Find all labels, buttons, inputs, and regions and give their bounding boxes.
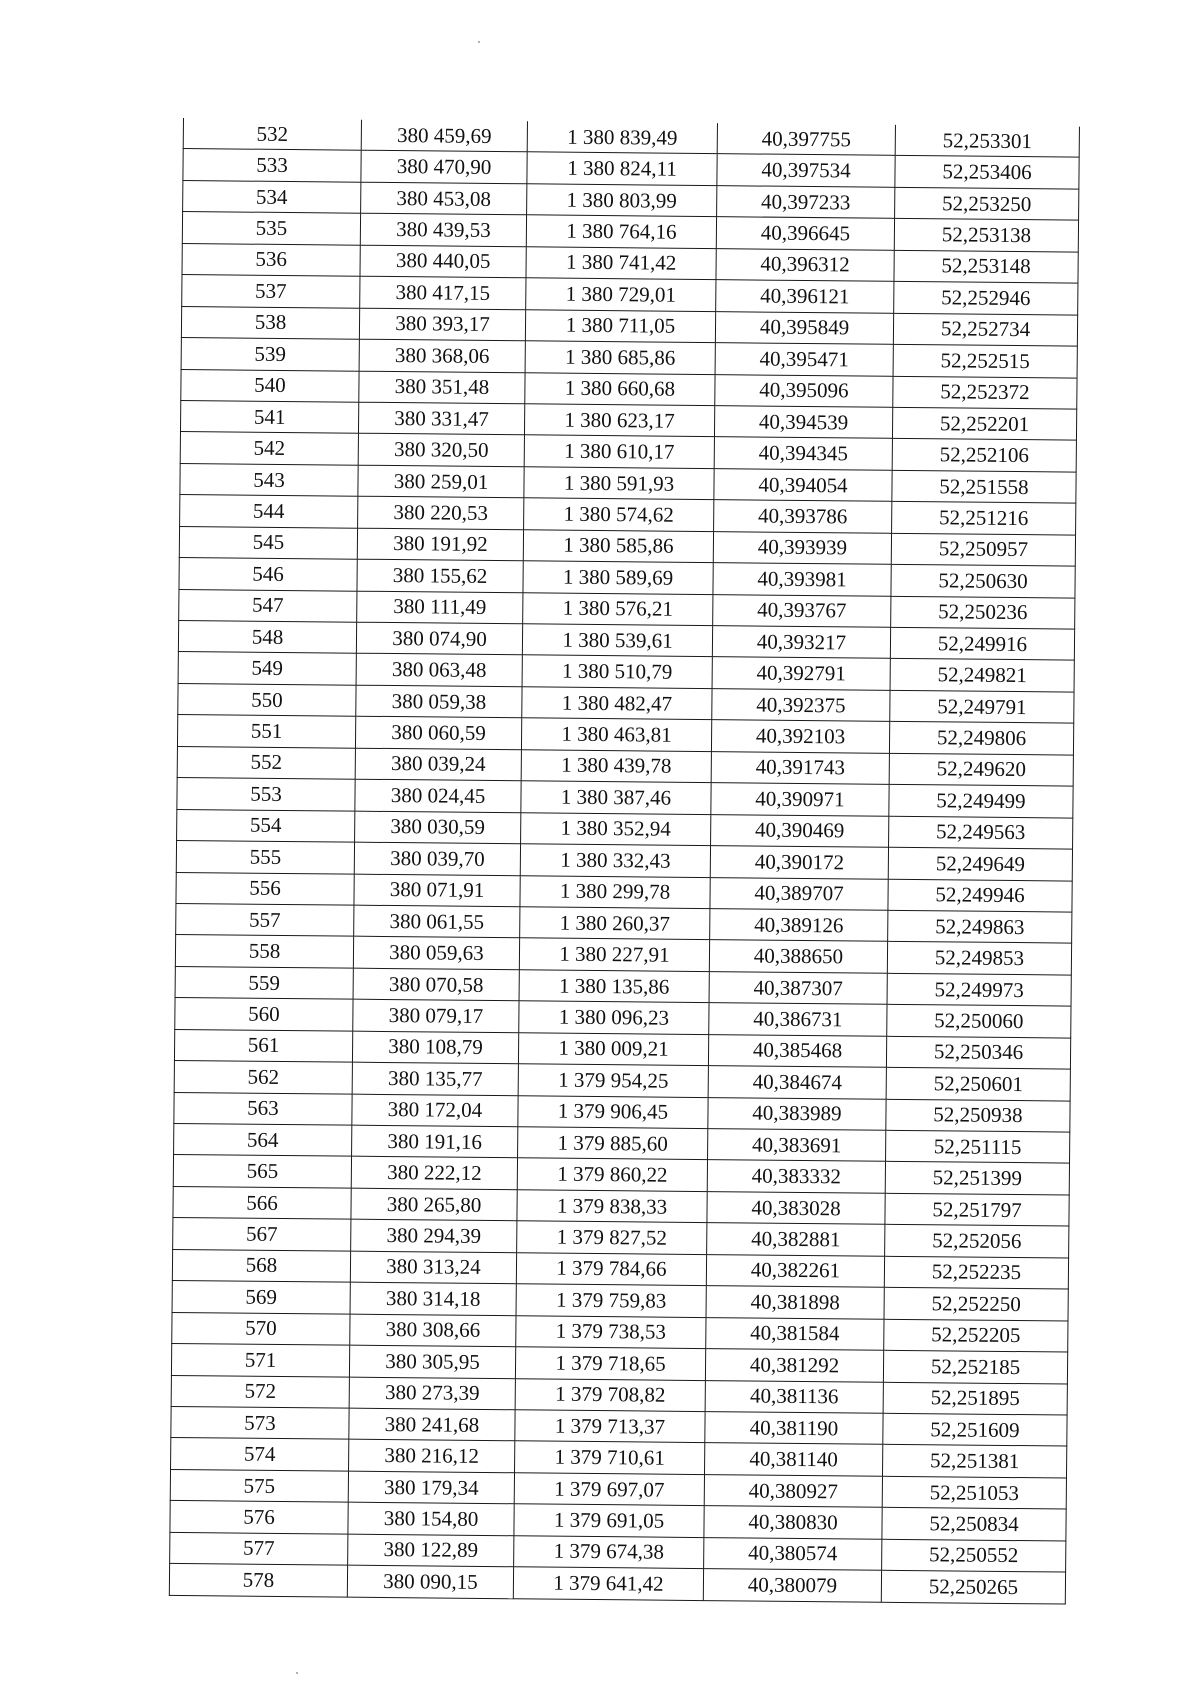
x-coordinate-cell: 380 216,12	[349, 1440, 515, 1473]
latitude-cell: 40,393939	[713, 531, 891, 564]
x-coordinate-cell: 380 308,66	[350, 1314, 516, 1347]
latitude-cell: 40,396645	[716, 217, 894, 250]
y-coordinate-cell: 1 380 576,21	[523, 592, 713, 625]
y-coordinate-cell: 1 379 697,07	[514, 1473, 704, 1506]
latitude-cell: 40,396312	[716, 248, 894, 281]
y-coordinate-cell: 1 379 691,05	[514, 1504, 704, 1537]
longitude-cell: 52,250630	[891, 564, 1075, 597]
latitude-cell: 40,397755	[717, 123, 895, 156]
coordinates-table	[169, 118, 1080, 1604]
point-number-cell: 548	[178, 620, 356, 653]
y-coordinate-cell: 1 380 009,21	[518, 1032, 708, 1065]
latitude-cell: 40,396121	[716, 280, 894, 313]
longitude-cell: 52,252235	[884, 1256, 1068, 1289]
point-number-cell: 553	[177, 778, 355, 811]
point-number-cell: 549	[178, 652, 356, 685]
point-number-cell: 564	[174, 1123, 352, 1156]
latitude-cell: 40,394054	[714, 468, 892, 501]
longitude-cell: 52,252250	[884, 1287, 1068, 1320]
longitude-cell: 52,251609	[883, 1413, 1067, 1446]
point-number-cell: 559	[175, 966, 353, 999]
longitude-cell: 52,249791	[890, 690, 1074, 723]
x-coordinate-cell: 380 351,48	[359, 371, 525, 404]
x-coordinate-cell: 380 074,90	[356, 622, 522, 655]
latitude-cell: 40,390971	[711, 783, 889, 816]
x-coordinate-cell: 380 108,79	[352, 1031, 518, 1064]
x-coordinate-cell: 380 320,50	[358, 434, 524, 467]
y-coordinate-cell: 1 380 585,86	[523, 529, 713, 562]
x-coordinate-cell: 380 071,91	[354, 874, 520, 907]
longitude-cell: 52,250957	[891, 533, 1075, 566]
x-coordinate-cell: 380 294,39	[351, 1219, 517, 1252]
x-coordinate-cell: 380 368,06	[359, 339, 525, 372]
x-coordinate-cell: 380 061,55	[354, 905, 520, 938]
y-coordinate-cell: 1 379 885,60	[518, 1127, 708, 1160]
point-number-cell: 565	[173, 1155, 351, 1188]
latitude-cell: 40,383028	[707, 1191, 885, 1224]
x-coordinate-cell: 380 191,16	[352, 1125, 518, 1158]
point-number-cell: 535	[182, 212, 360, 245]
y-coordinate-cell: 1 379 860,22	[517, 1158, 707, 1191]
x-coordinate-cell: 380 459,69	[361, 120, 527, 153]
y-coordinate-cell: 1 379 827,52	[517, 1221, 707, 1254]
point-number-cell: 558	[175, 935, 353, 968]
latitude-cell: 40,384674	[708, 1066, 886, 1099]
latitude-cell: 40,383989	[708, 1097, 886, 1130]
point-number-cell: 563	[174, 1092, 352, 1125]
longitude-cell: 52,250236	[891, 596, 1075, 629]
latitude-cell: 40,381190	[705, 1412, 883, 1445]
latitude-cell: 40,381292	[705, 1349, 883, 1382]
y-coordinate-cell: 1 379 708,82	[515, 1378, 705, 1411]
longitude-cell: 52,252205	[884, 1319, 1068, 1352]
latitude-cell: 40,389126	[710, 909, 888, 942]
point-number-cell: 537	[182, 275, 360, 308]
longitude-cell: 52,252734	[893, 313, 1077, 346]
longitude-cell: 52,250601	[886, 1067, 1070, 1100]
x-coordinate-cell: 380 313,24	[350, 1251, 516, 1284]
longitude-cell: 52,250265	[881, 1570, 1065, 1603]
latitude-cell: 40,380927	[704, 1474, 882, 1507]
latitude-cell: 40,393786	[714, 500, 892, 533]
x-coordinate-cell: 380 417,15	[360, 276, 526, 309]
longitude-cell: 52,252201	[892, 407, 1076, 440]
longitude-cell: 52,252515	[893, 344, 1077, 377]
longitude-cell: 52,250552	[882, 1539, 1066, 1572]
y-coordinate-cell: 1 379 641,42	[513, 1567, 703, 1600]
point-number-cell: 555	[176, 841, 354, 874]
y-coordinate-cell: 1 380 510,79	[522, 655, 712, 688]
longitude-cell: 52,250938	[886, 1099, 1070, 1132]
latitude-cell: 40,385468	[708, 1034, 886, 1067]
x-coordinate-cell: 380 154,80	[348, 1502, 514, 1535]
latitude-cell: 40,381584	[706, 1317, 884, 1350]
point-number-cell: 578	[169, 1564, 347, 1597]
point-number-cell: 547	[179, 589, 357, 622]
longitude-cell: 52,253250	[895, 187, 1079, 220]
point-number-cell: 569	[172, 1281, 350, 1314]
x-coordinate-cell: 380 259,01	[358, 465, 524, 498]
y-coordinate-cell: 1 380 260,37	[520, 907, 710, 940]
y-coordinate-cell: 1 380 839,49	[527, 121, 717, 154]
x-coordinate-cell: 380 155,62	[357, 559, 523, 592]
longitude-cell: 52,251558	[892, 470, 1076, 503]
longitude-cell: 52,252185	[883, 1350, 1067, 1383]
longitude-cell: 52,249499	[889, 784, 1073, 817]
y-coordinate-cell: 1 380 574,62	[524, 498, 714, 531]
x-coordinate-cell: 380 039,70	[354, 842, 520, 875]
point-number-cell: 576	[170, 1501, 348, 1534]
point-number-cell: 541	[180, 400, 358, 433]
point-number-cell: 562	[174, 1061, 352, 1094]
y-coordinate-cell: 1 380 660,68	[525, 372, 715, 405]
latitude-cell: 40,394345	[714, 437, 892, 470]
longitude-cell: 52,252056	[885, 1225, 1069, 1258]
x-coordinate-cell: 380 265,80	[351, 1188, 517, 1221]
latitude-cell: 40,395096	[715, 374, 893, 407]
longitude-cell: 52,250834	[882, 1508, 1066, 1541]
point-number-cell: 566	[173, 1186, 351, 1219]
latitude-cell: 40,383332	[707, 1160, 885, 1193]
point-number-cell: 532	[183, 118, 361, 151]
longitude-cell: 52,249620	[889, 753, 1073, 786]
x-coordinate-cell: 380 470,90	[361, 151, 527, 184]
point-number-cell: 543	[180, 463, 358, 496]
latitude-cell: 40,387307	[709, 971, 887, 1004]
latitude-cell: 40,392791	[712, 657, 890, 690]
x-coordinate-cell: 380 135,77	[352, 1062, 518, 1095]
x-coordinate-cell: 380 111,49	[357, 591, 523, 624]
y-coordinate-cell: 1 380 824,11	[527, 152, 717, 185]
y-coordinate-cell: 1 380 589,69	[523, 561, 713, 594]
point-number-cell: 574	[171, 1438, 349, 1471]
x-coordinate-cell: 380 122,89	[348, 1534, 514, 1567]
latitude-cell: 40,386731	[709, 1003, 887, 1036]
point-number-cell: 542	[180, 432, 358, 465]
x-coordinate-cell: 380 273,39	[349, 1377, 515, 1410]
x-coordinate-cell: 380 060,59	[355, 716, 521, 749]
x-coordinate-cell: 380 241,68	[349, 1408, 515, 1441]
longitude-cell: 52,251797	[885, 1193, 1069, 1226]
y-coordinate-cell: 1 380 539,61	[522, 624, 712, 657]
point-number-cell: 567	[173, 1218, 351, 1251]
point-number-cell: 539	[181, 338, 359, 371]
y-coordinate-cell: 1 380 387,46	[521, 781, 711, 814]
x-coordinate-cell: 380 222,12	[351, 1157, 517, 1190]
longitude-cell: 52,253406	[895, 156, 1079, 189]
scan-speck	[478, 41, 480, 43]
y-coordinate-cell: 1 379 954,25	[518, 1064, 708, 1097]
point-number-cell: 551	[177, 715, 355, 748]
longitude-cell: 52,249853	[887, 942, 1071, 975]
point-number-cell: 557	[176, 903, 354, 936]
longitude-cell: 52,249563	[889, 816, 1073, 849]
y-coordinate-cell: 1 380 482,47	[522, 687, 712, 720]
longitude-cell: 52,253301	[895, 125, 1079, 158]
x-coordinate-cell: 380 191,92	[357, 528, 523, 561]
latitude-cell: 40,383691	[708, 1129, 886, 1162]
latitude-cell: 40,380079	[703, 1569, 881, 1602]
y-coordinate-cell: 1 379 838,33	[517, 1190, 707, 1223]
y-coordinate-cell: 1 380 227,91	[519, 938, 709, 971]
latitude-cell: 40,390172	[710, 846, 888, 879]
longitude-cell: 52,251381	[882, 1445, 1066, 1478]
x-coordinate-cell: 380 331,47	[358, 402, 524, 435]
point-number-cell: 571	[171, 1344, 349, 1377]
y-coordinate-cell: 1 380 135,86	[519, 970, 709, 1003]
point-number-cell: 568	[172, 1249, 350, 1282]
point-number-cell: 533	[183, 149, 361, 182]
y-coordinate-cell: 1 379 718,65	[515, 1347, 705, 1380]
latitude-cell: 40,395471	[715, 343, 893, 376]
point-number-cell: 572	[171, 1375, 349, 1408]
y-coordinate-cell: 1 380 729,01	[526, 278, 716, 311]
point-number-cell: 540	[181, 369, 359, 402]
y-coordinate-cell: 1 380 610,17	[524, 435, 714, 468]
x-coordinate-cell: 380 090,15	[347, 1565, 513, 1598]
y-coordinate-cell: 1 380 741,42	[526, 247, 716, 280]
latitude-cell: 40,388650	[709, 940, 887, 973]
y-coordinate-cell: 1 380 352,94	[521, 812, 711, 845]
y-coordinate-cell: 1 379 759,83	[516, 1284, 706, 1317]
latitude-cell: 40,382881	[707, 1223, 885, 1256]
x-coordinate-cell: 380 030,59	[355, 811, 521, 844]
latitude-cell: 40,393981	[713, 563, 891, 596]
latitude-cell: 40,381140	[705, 1443, 883, 1476]
y-coordinate-cell: 1 379 906,45	[518, 1095, 708, 1128]
x-coordinate-cell: 380 063,48	[356, 654, 522, 687]
point-number-cell: 561	[174, 1029, 352, 1062]
longitude-cell: 52,252946	[894, 282, 1078, 315]
latitude-cell: 40,397534	[717, 154, 895, 187]
latitude-cell: 40,380830	[704, 1506, 882, 1539]
point-number-cell: 544	[180, 495, 358, 528]
coordinates-table-body	[169, 118, 1079, 1604]
latitude-cell: 40,392103	[711, 720, 889, 753]
longitude-cell: 52,249821	[890, 659, 1074, 692]
x-coordinate-cell: 380 220,53	[358, 496, 524, 529]
latitude-cell: 40,380574	[704, 1537, 882, 1570]
point-number-cell: 575	[170, 1469, 348, 1502]
longitude-cell: 52,253148	[894, 250, 1078, 283]
latitude-cell: 40,395849	[715, 311, 893, 344]
y-coordinate-cell: 1 380 764,16	[526, 215, 716, 248]
x-coordinate-cell: 380 179,34	[348, 1471, 514, 1504]
longitude-cell: 52,249916	[890, 627, 1074, 660]
y-coordinate-cell: 1 380 685,86	[525, 341, 715, 374]
point-number-cell: 560	[175, 998, 353, 1031]
x-coordinate-cell: 380 440,05	[360, 245, 526, 278]
point-number-cell: 573	[171, 1406, 349, 1439]
x-coordinate-cell: 380 439,53	[360, 214, 526, 247]
point-number-cell: 554	[177, 809, 355, 842]
longitude-cell: 52,249973	[887, 973, 1071, 1006]
x-coordinate-cell: 380 070,58	[353, 968, 519, 1001]
x-coordinate-cell: 380 059,63	[353, 937, 519, 970]
x-coordinate-cell: 380 453,08	[361, 182, 527, 215]
longitude-cell: 52,253138	[894, 219, 1078, 252]
longitude-cell: 52,249806	[889, 722, 1073, 755]
point-number-cell: 577	[170, 1532, 348, 1565]
longitude-cell: 52,249649	[888, 847, 1072, 880]
y-coordinate-cell: 1 380 299,78	[520, 875, 710, 908]
x-coordinate-cell: 380 305,95	[349, 1345, 515, 1378]
point-number-cell: 546	[179, 558, 357, 591]
longitude-cell: 52,252106	[892, 439, 1076, 472]
y-coordinate-cell: 1 380 463,81	[521, 718, 711, 751]
point-number-cell: 550	[178, 683, 356, 716]
x-coordinate-cell: 380 393,17	[359, 308, 525, 341]
longitude-cell: 52,251895	[883, 1382, 1067, 1415]
point-number-cell: 534	[183, 180, 361, 213]
longitude-cell: 52,252372	[893, 376, 1077, 409]
scan-speck	[296, 1672, 298, 1674]
point-number-cell: 538	[181, 306, 359, 339]
latitude-cell: 40,389707	[710, 877, 888, 910]
longitude-cell: 52,249863	[888, 910, 1072, 943]
x-coordinate-cell: 380 314,18	[350, 1282, 516, 1315]
y-coordinate-cell: 1 380 332,43	[520, 844, 710, 877]
y-coordinate-cell: 1 380 439,78	[521, 750, 711, 783]
latitude-cell: 40,397233	[717, 186, 895, 219]
longitude-cell: 52,251399	[885, 1162, 1069, 1195]
point-number-cell: 545	[179, 526, 357, 559]
longitude-cell: 52,250346	[886, 1036, 1070, 1069]
y-coordinate-cell: 1 379 710,61	[515, 1441, 705, 1474]
latitude-cell: 40,392375	[712, 688, 890, 721]
y-coordinate-cell: 1 380 803,99	[527, 184, 717, 217]
latitude-cell: 40,390469	[711, 814, 889, 847]
y-coordinate-cell: 1 380 096,23	[519, 1001, 709, 1034]
x-coordinate-cell: 380 079,17	[353, 999, 519, 1032]
x-coordinate-cell: 380 039,24	[355, 748, 521, 781]
y-coordinate-cell: 1 380 623,17	[524, 404, 714, 437]
y-coordinate-cell: 1 379 713,37	[515, 1410, 705, 1443]
longitude-cell: 52,250060	[887, 1005, 1071, 1038]
y-coordinate-cell: 1 379 738,53	[516, 1315, 706, 1348]
y-coordinate-cell: 1 380 711,05	[525, 309, 715, 342]
latitude-cell: 40,394539	[714, 406, 892, 439]
latitude-cell: 40,381898	[706, 1286, 884, 1319]
point-number-cell: 570	[172, 1312, 350, 1345]
y-coordinate-cell: 1 379 784,66	[516, 1253, 706, 1286]
longitude-cell: 52,251115	[886, 1130, 1070, 1163]
point-number-cell: 536	[182, 243, 360, 276]
y-coordinate-cell: 1 379 674,38	[514, 1535, 704, 1568]
latitude-cell: 40,393767	[713, 594, 891, 627]
latitude-cell: 40,381136	[705, 1380, 883, 1413]
x-coordinate-cell: 380 024,45	[355, 779, 521, 812]
longitude-cell: 52,251216	[892, 502, 1076, 535]
latitude-cell: 40,393217	[712, 626, 890, 659]
latitude-cell: 40,382261	[706, 1254, 884, 1287]
point-number-cell: 556	[176, 872, 354, 905]
latitude-cell: 40,391743	[711, 751, 889, 784]
y-coordinate-cell: 1 380 591,93	[524, 467, 714, 500]
x-coordinate-cell: 380 059,38	[356, 685, 522, 718]
longitude-cell: 52,249946	[888, 879, 1072, 912]
longitude-cell: 52,251053	[882, 1476, 1066, 1509]
x-coordinate-cell: 380 172,04	[352, 1094, 518, 1127]
point-number-cell: 552	[177, 746, 355, 779]
